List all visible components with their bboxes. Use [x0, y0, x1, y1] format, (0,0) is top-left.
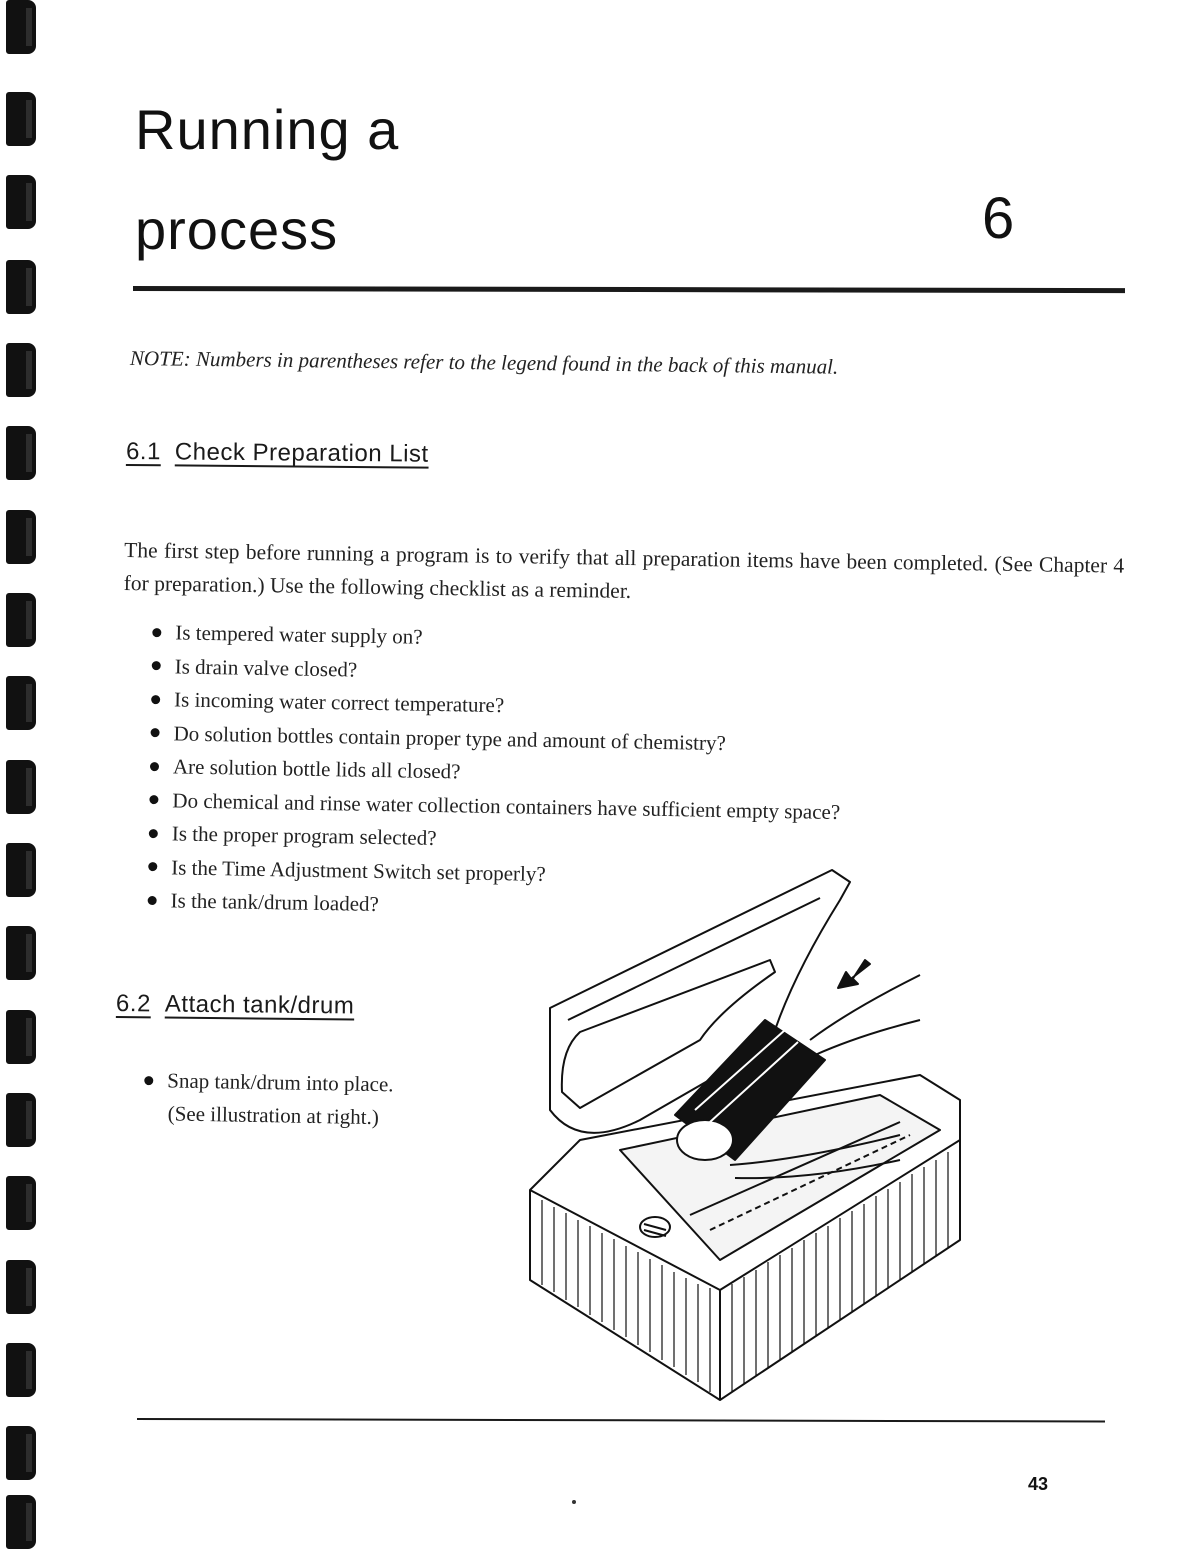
processor-illustration — [520, 860, 980, 1410]
bullet-icon — [152, 628, 161, 637]
binding-hole — [6, 426, 36, 480]
bullet-icon — [151, 695, 160, 704]
list-item: Do chemical and rinse water collection containers have sufficient empty space? — [149, 783, 840, 829]
intro-paragraph: The first step before running a program is to verify that all preparation items have been completed. (See Chapter 4 for preparation.) Use the following checklist as a reminder. — [123, 537, 1125, 603]
section-heading-6-2 — [116, 990, 355, 1020]
bullet-icon — [149, 795, 158, 804]
section-title: Attach tank/drum — [164, 990, 355, 1020]
bullet-icon — [149, 829, 158, 838]
binding-hole — [6, 1260, 36, 1314]
binding-hole — [6, 0, 36, 54]
bullet-icon — [148, 896, 157, 905]
binding-hole — [6, 260, 36, 314]
binding-hole — [6, 1343, 36, 1397]
title-line-1: Running a — [135, 98, 400, 161]
spiral-binding — [0, 0, 48, 1539]
scan-speck — [572, 1500, 576, 1504]
title-line-2: process — [135, 198, 339, 261]
binding-hole — [6, 926, 36, 980]
footer-divider — [137, 1418, 1105, 1423]
binding-hole — [6, 1176, 36, 1230]
section-number: 6.2 — [115, 990, 152, 1018]
list-item: Is drain valve closed? — [151, 650, 842, 696]
section-title: Check Preparation List — [174, 438, 429, 468]
binding-hole — [6, 843, 36, 897]
bullet-icon — [151, 728, 160, 737]
list-item: Is the tank/drum loaded? — [147, 884, 838, 930]
binding-hole — [6, 343, 36, 397]
attach-steps — [143, 1064, 393, 1134]
list-item: Is the proper program selected? — [149, 817, 840, 863]
chapter-number: 6 — [982, 186, 1015, 251]
binding-hole — [6, 1093, 36, 1147]
binding-hole — [6, 1426, 36, 1480]
list-item: Is incoming water correct temperature? — [151, 683, 842, 729]
binding-hole — [6, 1495, 36, 1549]
legend-note: NOTE: Numbers in parentheses refer to the legend found in the back of this manual. — [129, 346, 839, 379]
bullet-icon — [150, 762, 159, 771]
binding-hole — [6, 760, 36, 814]
binding-hole — [6, 92, 36, 146]
list-item: Are solution bottle lids all closed? — [150, 750, 841, 796]
list-item: Is tempered water supply on? — [152, 616, 843, 662]
bullet-icon — [148, 862, 157, 871]
step-note: (See illustration at right.) — [167, 1101, 380, 1130]
binding-hole — [6, 510, 36, 564]
list-item: Is the Time Adjustment Switch set properly? — [148, 850, 839, 896]
binding-hole — [6, 593, 36, 647]
bullet-icon — [144, 1076, 153, 1085]
list-item: Do solution bottles contain proper type and amount of chemistry? — [150, 717, 841, 763]
section-heading-6-1 — [126, 438, 429, 469]
step-text: Snap tank/drum into place. — [167, 1068, 394, 1097]
header-divider — [133, 286, 1125, 293]
binding-hole — [6, 676, 36, 730]
page-number: 43 — [1028, 1474, 1049, 1494]
list-item — [143, 1064, 393, 1134]
binding-hole — [6, 175, 36, 229]
bullet-icon — [152, 661, 161, 670]
binding-hole — [6, 1010, 36, 1064]
page-title — [135, 80, 399, 280]
section-number: 6.1 — [125, 438, 161, 466]
